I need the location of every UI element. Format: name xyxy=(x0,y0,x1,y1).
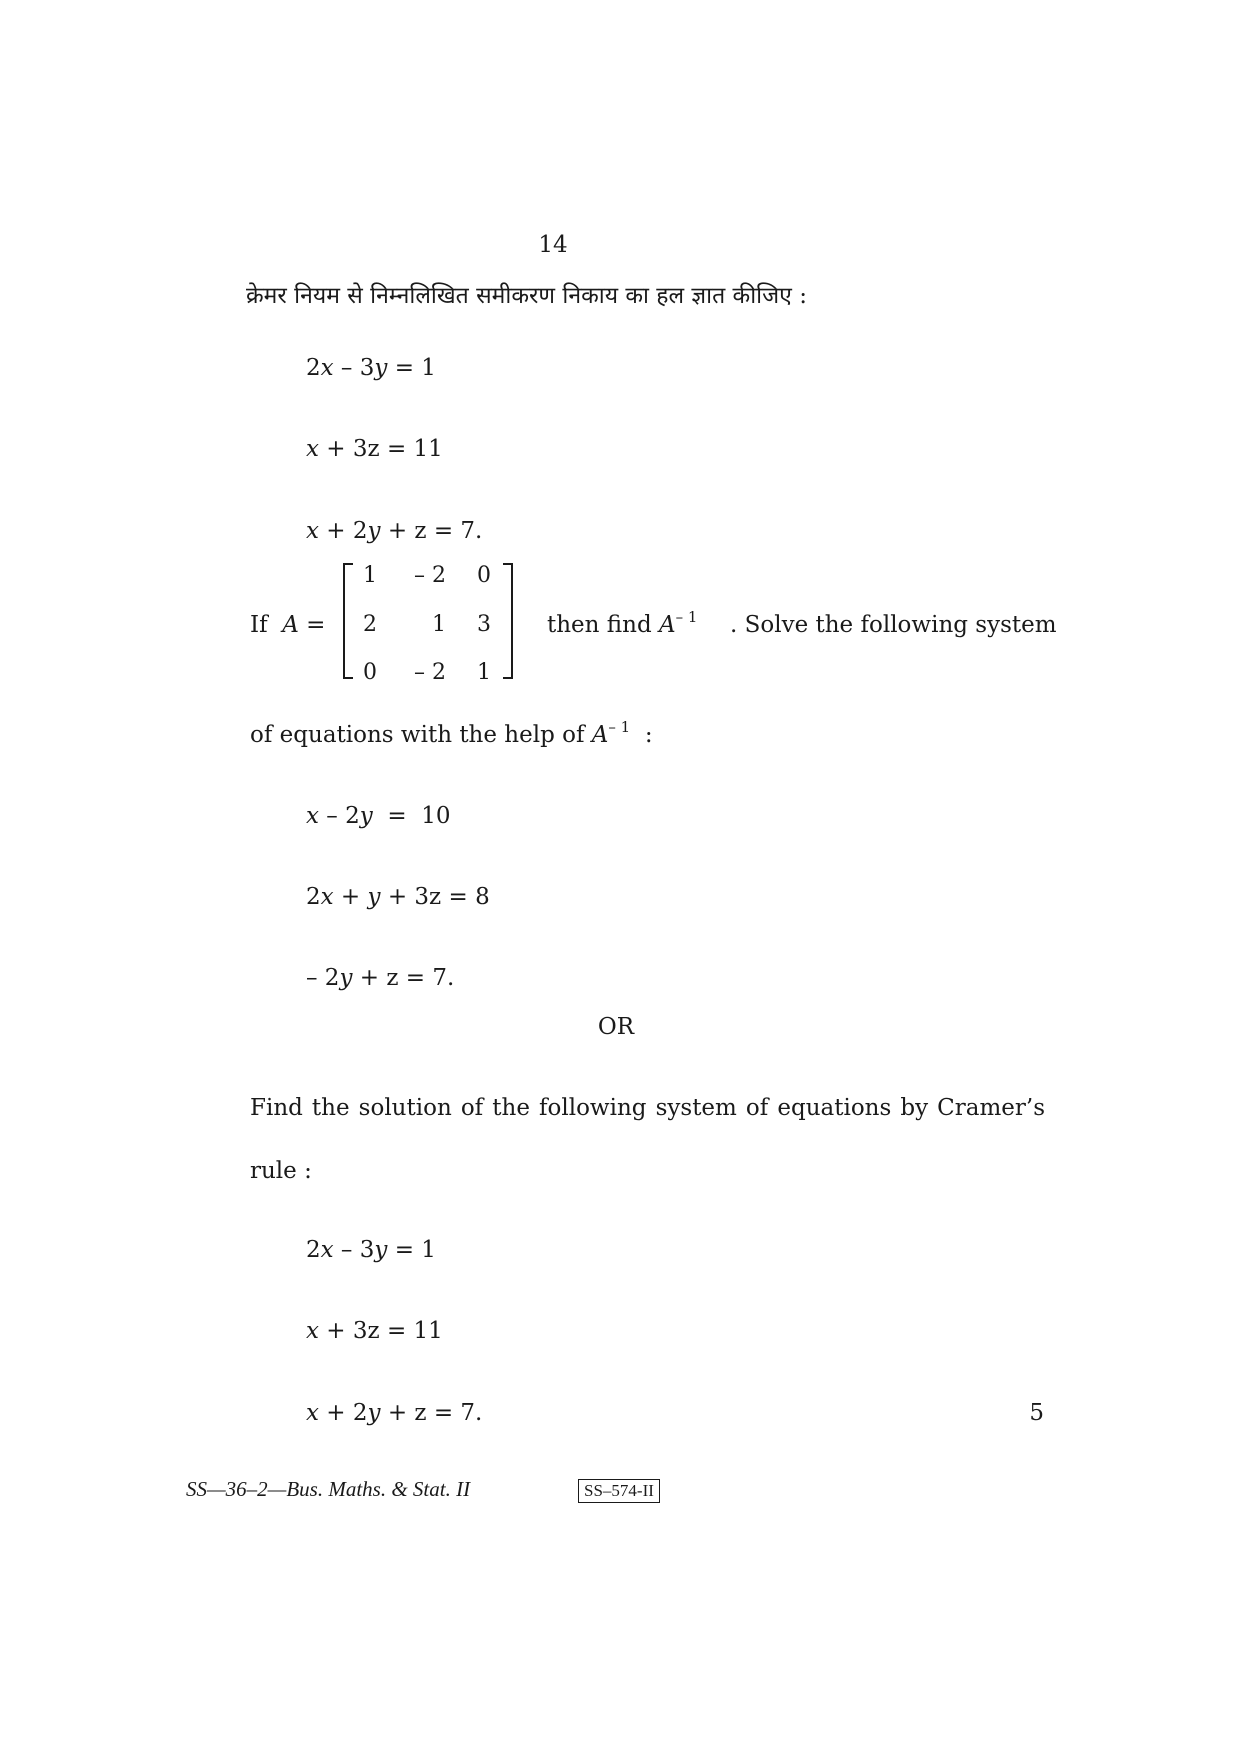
matrix-cell: 1 xyxy=(432,612,446,637)
matrix-cell: – 2 xyxy=(414,660,446,685)
system1-eq1: 2x – 3y = 1 xyxy=(306,355,436,381)
matrix-cell: 1 xyxy=(477,660,491,685)
page-number: 14 xyxy=(538,232,568,258)
matrix-cell: 2 xyxy=(363,612,377,637)
system1-eq2: x + 3z = 11 xyxy=(306,436,443,462)
cramer-question-line2: rule : xyxy=(250,1158,312,1184)
system2-eq1: x – 2y = 10 xyxy=(306,803,451,829)
cramer-question-line1: Find the solution of the following system of equations by Cramer’s xyxy=(250,1095,1045,1121)
footer-subject: SS—36–2—Bus. Maths. & Stat. II xyxy=(186,1477,471,1501)
matrix-cell: 0 xyxy=(363,660,377,685)
system2-eq3: – 2y + z = 7. xyxy=(306,965,455,991)
system3-eq2: x + 3z = 11 xyxy=(306,1318,443,1344)
footer-code-box: SS–574-II xyxy=(578,1479,660,1503)
or-label: OR xyxy=(597,1014,635,1040)
hindi-question: क्रेमर नियम से निम्नलिखित समीकरण निकाय का हल ज्ञात कीजिए : xyxy=(246,283,807,309)
system3-eq1: 2x – 3y = 1 xyxy=(306,1237,436,1263)
system1-eq3: x + 2y + z = 7. xyxy=(306,518,483,544)
marks: 5 xyxy=(1029,1400,1044,1426)
matrix-cell: 3 xyxy=(477,612,491,637)
system3-eq3: x + 2y + z = 7. xyxy=(306,1400,483,1426)
matrix-solve-text: . Solve the following system xyxy=(730,612,1057,638)
matrix-cell: – 2 xyxy=(414,563,446,588)
matrix-cell: 0 xyxy=(477,563,491,588)
matrix-of-equations: of equations with the help of $A^{- 1}$ : xyxy=(250,718,653,748)
matrix-left-bracket xyxy=(343,563,353,679)
matrix-cell: 1 xyxy=(363,563,377,588)
matrix-right-bracket xyxy=(503,563,513,679)
matrix-then-find: then find $A^{- 1}$ xyxy=(547,608,698,638)
system2-eq2: 2x + y + 3z = 8 xyxy=(306,884,490,910)
matrix-if-label: If A = xyxy=(250,612,326,638)
